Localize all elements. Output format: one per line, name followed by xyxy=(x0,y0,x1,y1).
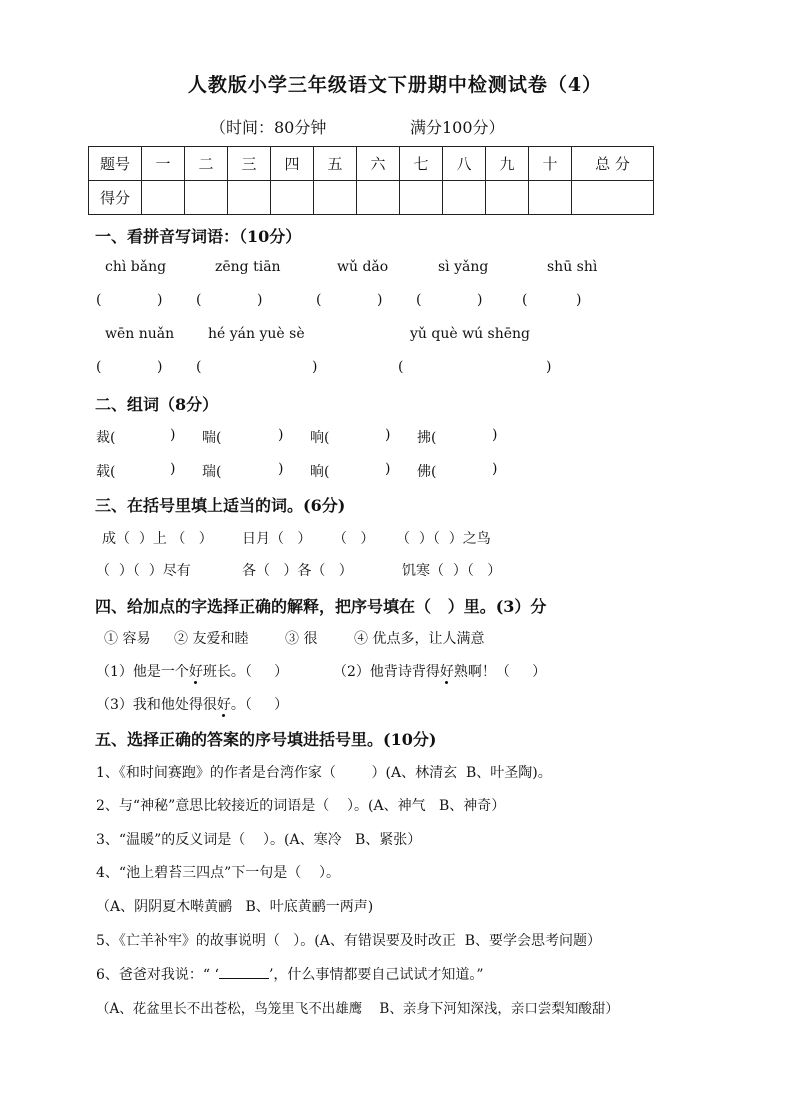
score-header-cell: 九 xyxy=(486,147,529,181)
answer-paren-close: ) xyxy=(576,292,582,308)
score-table-header-row xyxy=(89,147,654,181)
score-header-cell: 八 xyxy=(443,147,486,181)
answer-paren-close: ) xyxy=(312,359,318,375)
option-item: ③ 很 xyxy=(285,631,318,647)
fill-item: （ ）（ ）之鸟 xyxy=(396,531,491,547)
answer-blank[interactable] xyxy=(219,966,269,979)
score-table xyxy=(88,146,654,215)
question-5-6 xyxy=(96,964,484,984)
fill-item: （ ） xyxy=(333,531,375,547)
dotted-char: 好 xyxy=(188,664,203,680)
fill-item: 日月（ ） xyxy=(242,531,312,547)
question-4-3 xyxy=(96,694,288,714)
answer-paren-close: ) xyxy=(157,292,163,308)
section-3-heading: 三、在括号里填上适当的词。(6分) xyxy=(95,496,346,515)
question-5-3: 3、“温暖”的反义词是（ ）。(A、寒冷 B、紧张） xyxy=(96,832,422,848)
score-table-score-row xyxy=(89,181,654,215)
answer-paren-close: ) xyxy=(157,359,163,375)
word-item-close: ) xyxy=(385,427,391,443)
question-text: ’，什么事情都要自己试试才知道。” xyxy=(268,967,484,983)
question-text: 6、爸爸对我说：“ ‘ xyxy=(96,967,219,983)
word-item: 佛( xyxy=(417,464,437,480)
answer-paren-close: ) xyxy=(257,292,263,308)
section-2-heading: 二、组词（8分） xyxy=(95,395,219,414)
fill-item: 成（ ）上 （ ） xyxy=(102,531,213,547)
page-title: 人教版小学三年级语文下册期中检测试卷（4） xyxy=(187,74,603,96)
question-5-4-options: （A、阴阴夏木啭黄鹂 B、叶底黄鹂一两声) xyxy=(96,899,374,915)
word-item: 响( xyxy=(310,430,330,446)
question-5-4: 4、“池上碧苔三四点”下一句是（ ）。 xyxy=(96,865,341,881)
score-cell[interactable] xyxy=(271,181,314,215)
score-cell[interactable] xyxy=(142,181,185,215)
pinyin-item: chì bǎng xyxy=(105,259,167,275)
word-item-close: ) xyxy=(278,427,284,443)
word-item-close: ) xyxy=(492,461,498,477)
option-item: ① 容易 xyxy=(104,631,151,647)
pinyin-item: zēng tiān xyxy=(215,259,281,275)
option-item: ④ 优点多，让人满意 xyxy=(354,631,485,647)
question-5-6-options: （A、花盆里长不出苍松，鸟笼里飞不出雄鹰 B、亲身下河知深浅，亲口尝梨知酸甜） xyxy=(96,1001,619,1017)
score-row-label: 得分 xyxy=(89,181,142,215)
section-1-heading: 一、看拼音写词语：（10分） xyxy=(95,227,302,246)
word-item: 瑞( xyxy=(202,464,222,480)
word-item: 拂( xyxy=(417,430,437,446)
question-4-1 xyxy=(96,661,288,681)
dotted-char: 好 xyxy=(439,664,454,680)
word-item-close: ) xyxy=(170,427,176,443)
fill-item: 各（ ）各（ ） xyxy=(242,563,353,579)
pinyin-item: hé yán yuè sè xyxy=(208,326,305,342)
answer-paren-open: ( xyxy=(196,359,202,375)
score-header-cell: 总 分 xyxy=(572,147,654,181)
dotted-char: 好 xyxy=(216,697,231,713)
score-header-cell: 五 xyxy=(314,147,357,181)
score-header-cell: 一 xyxy=(142,147,185,181)
question-5-1: 1、《和时间赛跑》的作者是台湾作家（ ）(A、林清玄 B、叶圣陶)。 xyxy=(96,765,552,781)
score-header-cell: 二 xyxy=(185,147,228,181)
fill-item: 饥寒（ ）（ ） xyxy=(402,563,502,579)
word-item: 载( xyxy=(96,464,116,480)
word-item: 喘( xyxy=(202,430,222,446)
option-item: ② 友爱和睦 xyxy=(174,631,249,647)
answer-paren-open: ( xyxy=(398,359,404,375)
word-item: 晌( xyxy=(310,464,330,480)
answer-paren-close: ) xyxy=(377,292,383,308)
score-cell[interactable] xyxy=(443,181,486,215)
pinyin-item: shū shì xyxy=(547,259,598,275)
pinyin-item: sì yǎng xyxy=(438,259,489,275)
section-5-heading: 五、选择正确的答案的序号填进括号里。(10分) xyxy=(95,730,437,749)
answer-paren-close: ) xyxy=(477,292,483,308)
score-cell[interactable] xyxy=(572,181,654,215)
word-item-close: ) xyxy=(385,461,391,477)
question-text: 班长。（ ） xyxy=(202,664,289,680)
question-text: （3）我和他处得很 xyxy=(96,697,217,713)
score-cell[interactable] xyxy=(314,181,357,215)
question-5-2: 2、与“神秘”意思比较接近的词语是（ ）。(A、神气 B、神奇） xyxy=(96,798,506,814)
score-cell[interactable] xyxy=(185,181,228,215)
section-4-heading: 四、给加点的字选择正确的解释，把序号填在（ ）里。(3）分 xyxy=(95,597,547,616)
answer-paren-open: ( xyxy=(96,359,102,375)
word-item-close: ) xyxy=(492,427,498,443)
word-item: 裁( xyxy=(96,430,116,446)
answer-paren-open: ( xyxy=(416,292,422,308)
answer-paren-open: ( xyxy=(522,292,528,308)
pinyin-item: yǔ què wú shēng xyxy=(410,326,531,342)
question-text: （1）他是一个 xyxy=(96,664,189,680)
score-header-cell: 题号 xyxy=(89,147,142,181)
exam-time: （时间：80分钟 xyxy=(210,118,327,137)
fill-item: （ ）（ ）尽有 xyxy=(96,563,191,579)
full-score: 满分100分） xyxy=(410,118,505,137)
score-header-cell: 七 xyxy=(400,147,443,181)
answer-paren-close: ) xyxy=(546,359,552,375)
score-header-cell: 四 xyxy=(271,147,314,181)
question-5-5: 5、《亡羊补牢》的故事说明（ ）。(A、有错误要及时改正 B、要学会思考问题） xyxy=(96,933,602,949)
pinyin-item: wǔ dǎo xyxy=(337,259,389,275)
score-header-cell: 三 xyxy=(228,147,271,181)
word-item-close: ) xyxy=(278,461,284,477)
answer-paren-open: ( xyxy=(96,292,102,308)
answer-paren-open: ( xyxy=(196,292,202,308)
score-cell[interactable] xyxy=(228,181,271,215)
question-text: 。（ ） xyxy=(230,697,289,713)
score-cell[interactable] xyxy=(486,181,529,215)
score-header-cell: 六 xyxy=(357,147,400,181)
score-header-cell: 十 xyxy=(529,147,572,181)
pinyin-item: wēn nuǎn xyxy=(105,326,175,342)
score-cell[interactable] xyxy=(529,181,572,215)
question-text: 熟啊！（ ） xyxy=(453,664,547,680)
answer-paren-open: ( xyxy=(316,292,322,308)
score-cell[interactable] xyxy=(357,181,400,215)
question-text: （2）他背诗背得 xyxy=(333,664,440,680)
score-cell[interactable] xyxy=(400,181,443,215)
word-item-close: ) xyxy=(170,461,176,477)
question-4-2 xyxy=(333,661,546,681)
